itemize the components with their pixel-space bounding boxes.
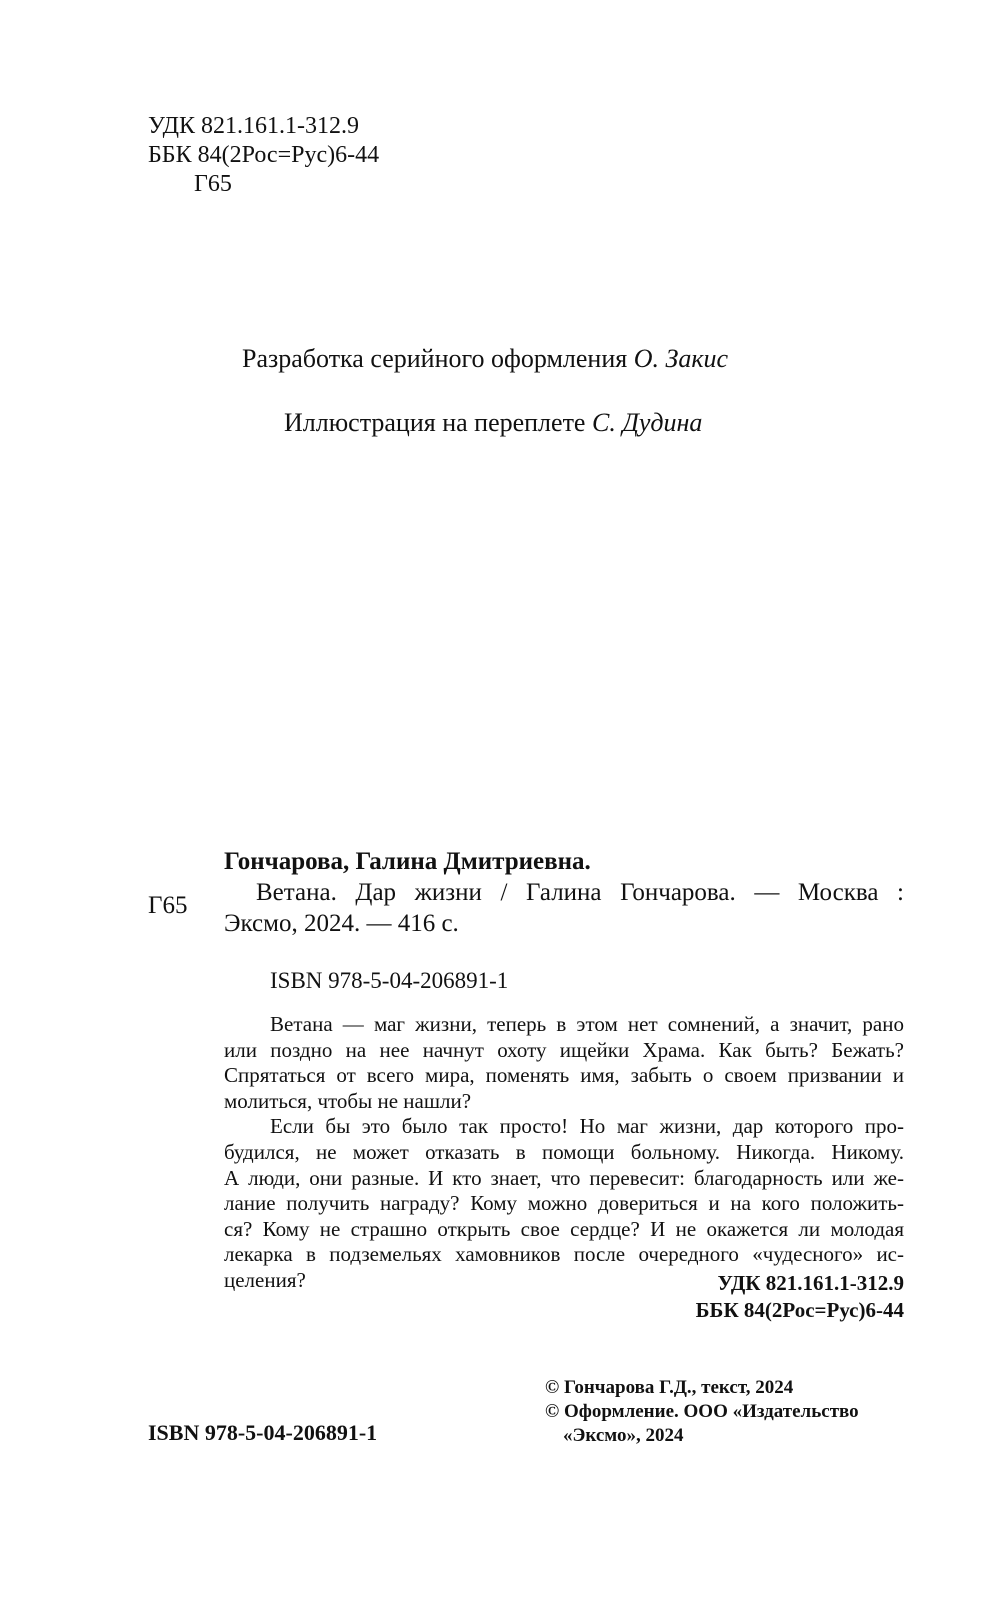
illustration-credit [284,408,702,438]
annotation-line: целения? [224,1267,306,1292]
annotation-line: А люди, они разные. И кто знает, что перевесит: благодарность или же- [224,1165,904,1190]
annotation-line: Если бы это было так просто! Но маг жизни, дар которого про- [270,1114,904,1139]
catalog-card [224,846,904,939]
copyright-design-cont: «Эксмо», 2024 [563,1425,684,1446]
catalog-card-code: Г65 [148,892,188,919]
copyright-text: © Гончарова Г.Д., текст, 2024 [545,1377,794,1398]
annotation-line: или поздно на нее начнут охоту ищейки Храма. Как быть? Бежать? [224,1037,904,1062]
annotation-line: молиться, чтобы не нашли? [224,1088,472,1113]
card-author: Гончарова, Галина Дмитриевна. [224,848,591,875]
card-title-line: Ветана. Дар жизни / Галина Гончарова. — Москва : [256,879,904,906]
copyright-design: © Оформление. ООО «Издательство [545,1401,859,1422]
series-designer-name: О. Закис [633,344,729,373]
series-design-credit [242,344,728,374]
udk-code: УДК 821.161.1-312.9 [148,113,359,139]
series-design-label: Разработка серийного оформления [242,344,628,373]
author-sign-code: Г65 [194,171,232,197]
isbn-bottom: ISBN 978-5-04-206891-1 [148,1420,378,1445]
annotation-line: Спрятаться от всего мира, поменять имя, забыть о своем призвании и [224,1063,904,1088]
annotation-line: лекарка в подземельях хамовников после очередного «чудесного» ис- [224,1242,904,1267]
copyright-block [545,1376,859,1448]
illustration-label: Иллюстрация на переплете [284,408,586,437]
card-publisher-line: Эксмо, 2024. — 416 с. [224,910,459,937]
annotation-line: Ветана — маг жизни, теперь в этом нет сомнений, а значит, рано [270,1012,904,1036]
bbk-code: ББК 84(2Рос=Рус)6-44 [148,142,380,168]
card-isbn: ISBN 978-5-04-206891-1 [270,968,509,993]
classification-codes-top [148,112,379,199]
illustrator-name: С. Дудина [591,408,703,437]
bbk-code-bottom: ББК 84(2Рос=Рус)6-44 [695,1298,904,1322]
classification-codes-bottom [600,1270,904,1324]
udk-code-bottom: УДК 821.161.1-312.9 [717,1271,904,1295]
annotation-line: ся? Кому не страшно открыть свое сердце? И не окажется ли молодая [224,1216,904,1241]
annotation [224,1012,904,1294]
annotation-line: лание получить награду? Кому можно довериться и на кого положить- [224,1191,904,1216]
annotation-line: будился, не может отказать в помощи больному. Никогда. Никому. [224,1139,904,1164]
